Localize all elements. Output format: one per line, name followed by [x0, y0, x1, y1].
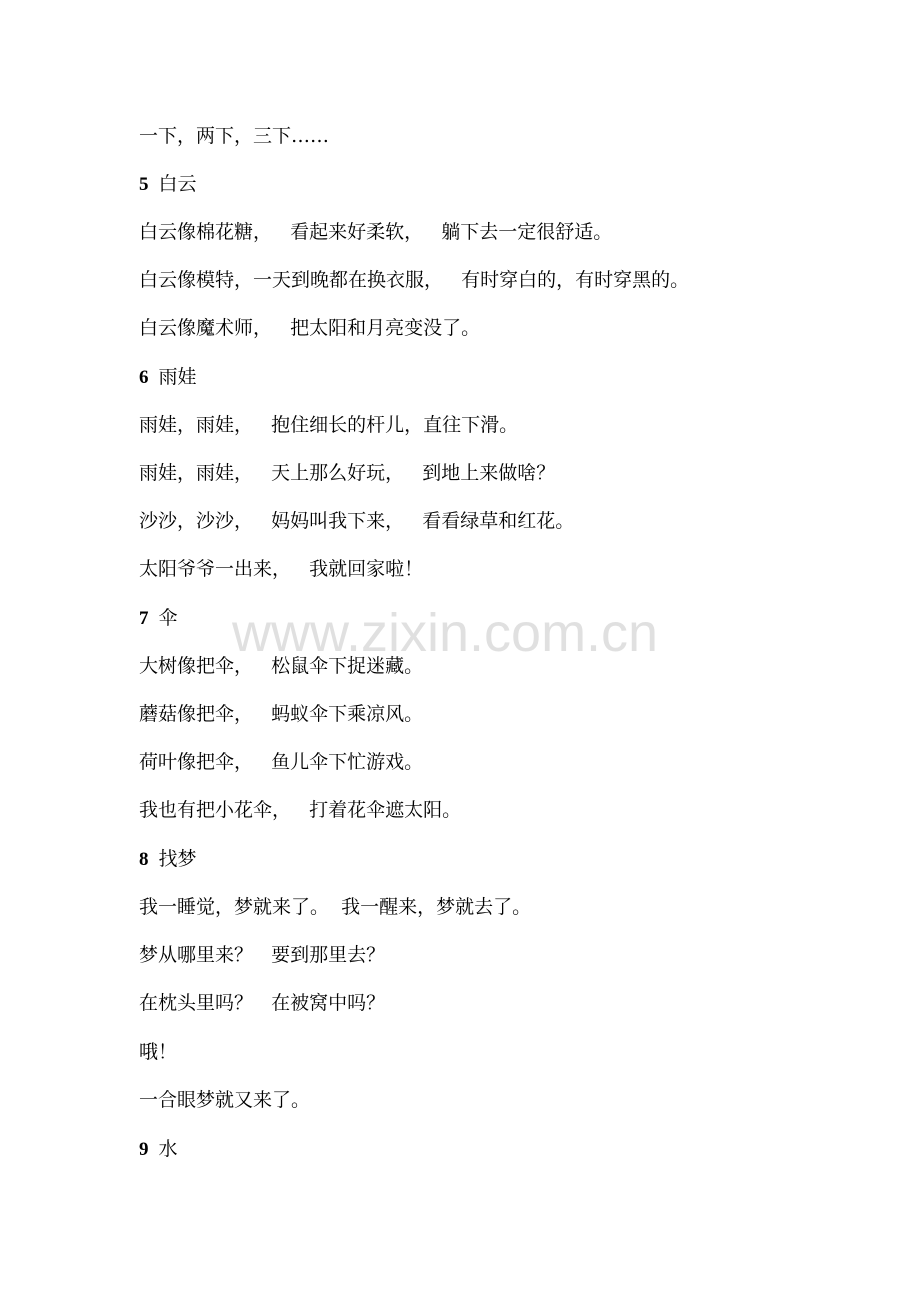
section-title: 水 — [158, 1138, 178, 1160]
text-line: 荷叶像把伞， 鱼儿伞下忙游戏。 — [139, 751, 424, 773]
section-number: 7 — [139, 608, 149, 629]
section-number: 9 — [139, 1139, 149, 1160]
section-title: 找梦 — [158, 848, 197, 870]
text-line: 一合眼梦就又来了。 — [139, 1089, 311, 1111]
section-number: 6 — [139, 367, 149, 388]
section-title: 伞 — [158, 607, 178, 629]
watermark: www.zixin.com.cn — [232, 603, 659, 663]
text-line: 在枕头里吗？ 在被窝中吗？ — [139, 992, 386, 1014]
section-title: 雨娃 — [158, 366, 197, 388]
text-line: 太阳爷爷一出来， 我就回家啦！ — [139, 558, 424, 580]
section-heading-8 — [139, 847, 197, 872]
text-line: 我也有把小花伞， 打着花伞遮太阳。 — [139, 799, 462, 821]
text-line: 一下，两下，三下…… — [139, 125, 330, 147]
text-line: 白云像魔术师， 把太阳和月亮变没了。 — [139, 317, 481, 339]
text-line: 梦从哪里来？ 要到那里去？ — [139, 944, 386, 966]
section-heading-5 — [139, 172, 197, 197]
section-number: 8 — [139, 849, 149, 870]
section-title: 白云 — [158, 173, 197, 195]
text-line: 我一睡觉，梦就来了。 我一醒来，梦就去了。 — [139, 896, 532, 918]
text-line: 哦！ — [139, 1041, 178, 1063]
text-line: 蘑菇像把伞， 蚂蚁伞下乘凉风。 — [139, 703, 424, 725]
section-heading-6 — [139, 365, 197, 390]
text-line: 沙沙，沙沙， 妈妈叫我下来， 看看绿草和红花。 — [139, 510, 575, 532]
text-line: 白云像棉花糖， 看起来好柔软， 躺下去一定很舒适。 — [139, 221, 613, 243]
text-line: 大树像把伞， 松鼠伞下捉迷藏。 — [139, 655, 424, 677]
section-number: 5 — [139, 174, 149, 195]
text-line: 雨娃，雨娃， 抱住细长的杆儿，直往下滑。 — [139, 414, 519, 436]
section-heading-7 — [139, 606, 178, 631]
text-line: 雨娃，雨娃， 天上那么好玩， 到地上来做啥？ — [139, 462, 556, 484]
section-heading-9 — [139, 1137, 178, 1162]
text-line: 白云像模特，一天到晚都在换衣服， 有时穿白的，有时穿黑的。 — [139, 269, 690, 291]
